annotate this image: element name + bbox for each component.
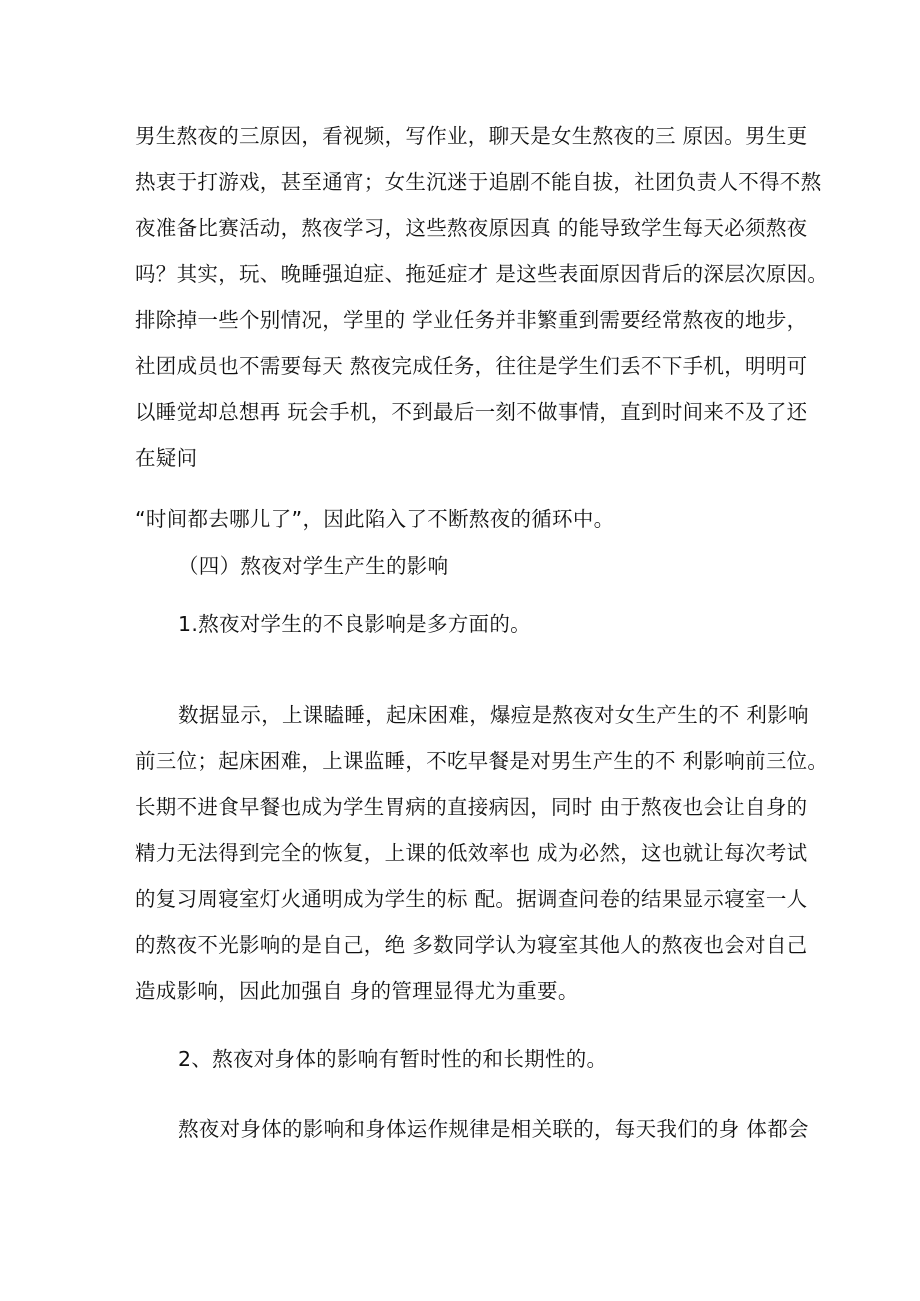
text-line: 男生熬夜的三原因，看视频，写作业，聊天是女生熬夜的三 原因。男生更: [135, 124, 808, 148]
text-line: 热衷于打游戏，甚至通宵；女生沉迷于追剧不能自拔，社团负责人不得不熬: [135, 170, 822, 194]
text-line: 的熬夜不光影响的是自己，绝 多数同学认为寝室其他人的熬夜也会对自己: [135, 933, 808, 957]
text-line: 以睡觉却总想再 玩会手机，不到最后一刻不做事情，直到时间来不及了还: [135, 400, 808, 424]
text-line: 夜准备比赛活动，熬夜学习，这些熬夜原因真 的能导致学生每天必须熬夜: [135, 216, 808, 240]
point-heading-1: 1.熬夜对学生的不良影响是多方面的。: [178, 612, 531, 636]
text-line: 长期不进食早餐也成为学生胃病的直接病因，同时 由于熬夜也会让自身的: [135, 795, 808, 819]
text-line: 社团成员也不需要每天 熬夜完成任务，往往是学生们丢不下手机，明明可: [135, 354, 808, 378]
text-line: “时间都去哪儿了”，因此陷入了不断熬夜的循环中。: [135, 507, 615, 531]
text-line: 数据显示，上课瞌睡，起床困难，爆痘是熬夜对女生产生的不 利影响: [178, 703, 809, 727]
text-line: 熬夜对身体的影响和身体运作规律是相关联的，每天我们的身 体都会: [178, 1117, 809, 1141]
section-heading: （四）熬夜对学生产生的影响: [178, 554, 449, 578]
text-line: 排除掉一些个别情况，学里的 学业任务并非繁重到需要经常熬夜的地步，: [135, 308, 808, 332]
text-line: 造成影响，因此加强自 身的管理显得尤为重要。: [135, 979, 579, 1003]
text-line: 的复习周寝室灯火通明成为学生的标 配。据调查问卷的结果显示寝室一人: [135, 887, 808, 911]
text-line: 前三位；起床困难，上课监睡，不吃早餐是对男生产生的不 利影响前三位。: [135, 749, 829, 773]
point-heading-2: 2、熬夜对身体的影响有暂时性的和长期性的。: [178, 1047, 608, 1071]
text-line: 吗？其实，玩、晚睡强迫症、拖延症才 是这些表面原因背后的深层次原因。: [135, 262, 829, 286]
text-line: 精力无法得到完全的恢复，上课的低效率也 成为必然，这也就让每次考试: [135, 841, 808, 865]
text-line: 在疑问: [135, 446, 198, 470]
